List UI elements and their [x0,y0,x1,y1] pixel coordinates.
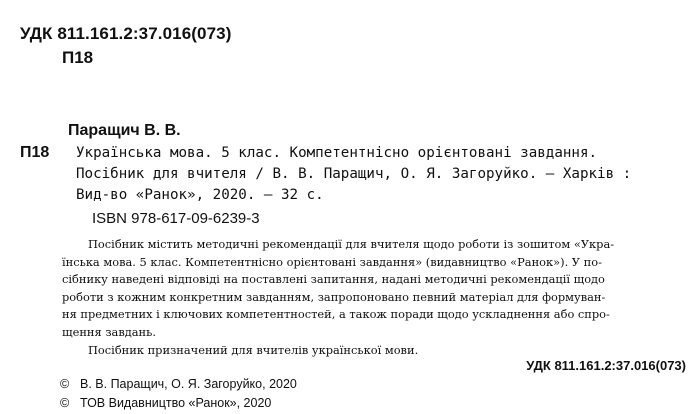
abstract-line: сібнику наведені відповіді на поставлені запитання, надані методичні рекомендації щодо [62,272,605,287]
bib-line: Посібник для вчителя / В. В. Паращич, О. Я. Загоруйко. — Харків : [76,166,632,182]
abstract-line: Посібник містить методичні рекомендації для вчителя щодо роботи із зошитом «Укра- [88,237,615,251]
abstract-line: щення завдань. [62,324,156,339]
isbn: ISBN 978-617-09-6239-3 [92,210,260,227]
copyright-text: ТОВ Видавництво «Ранок», 2020 [80,396,272,410]
copyright-icon: © [60,396,70,410]
bib-line: Українська мова. 5 клас. Компетентнісно орієнтовані завдання. [76,145,598,161]
copyright-text: В. В. Паращич, О. Я. Загоруйко, 2020 [80,377,297,391]
abstract-line: ня предметних і ключових компетентностей, а також поради щодо ускладнення або спро- [62,307,610,322]
copyright-icon: © [60,377,70,391]
author-heading: Паращич В. В. [68,122,181,139]
copyright-authors [60,377,297,391]
copyright-publisher [60,396,271,410]
abstract [62,236,688,359]
udk-code-top: УДК 811.161.2:37.016(073) [20,24,232,43]
bib-line: Вид-во «Ранок», 2020. — 32 с. [76,187,324,203]
author-code-left: П18 [20,144,50,161]
abstract-line: роботи з кожним конкретним завданням, запропоновано певний матеріал для формуван- [62,289,606,304]
abstract-line: Посібник призначений для вчителів української мови. [88,342,419,357]
author-code-top: П18 [62,48,94,67]
udk-code-bottom: УДК 811.161.2:37.016(073) [526,358,686,373]
bibliographic-description [76,143,688,206]
abstract-line: їнська мова. 5 клас. Компетентнісно орієнтовані завдання» (видавництво «Ранок»). У по- [62,254,602,269]
